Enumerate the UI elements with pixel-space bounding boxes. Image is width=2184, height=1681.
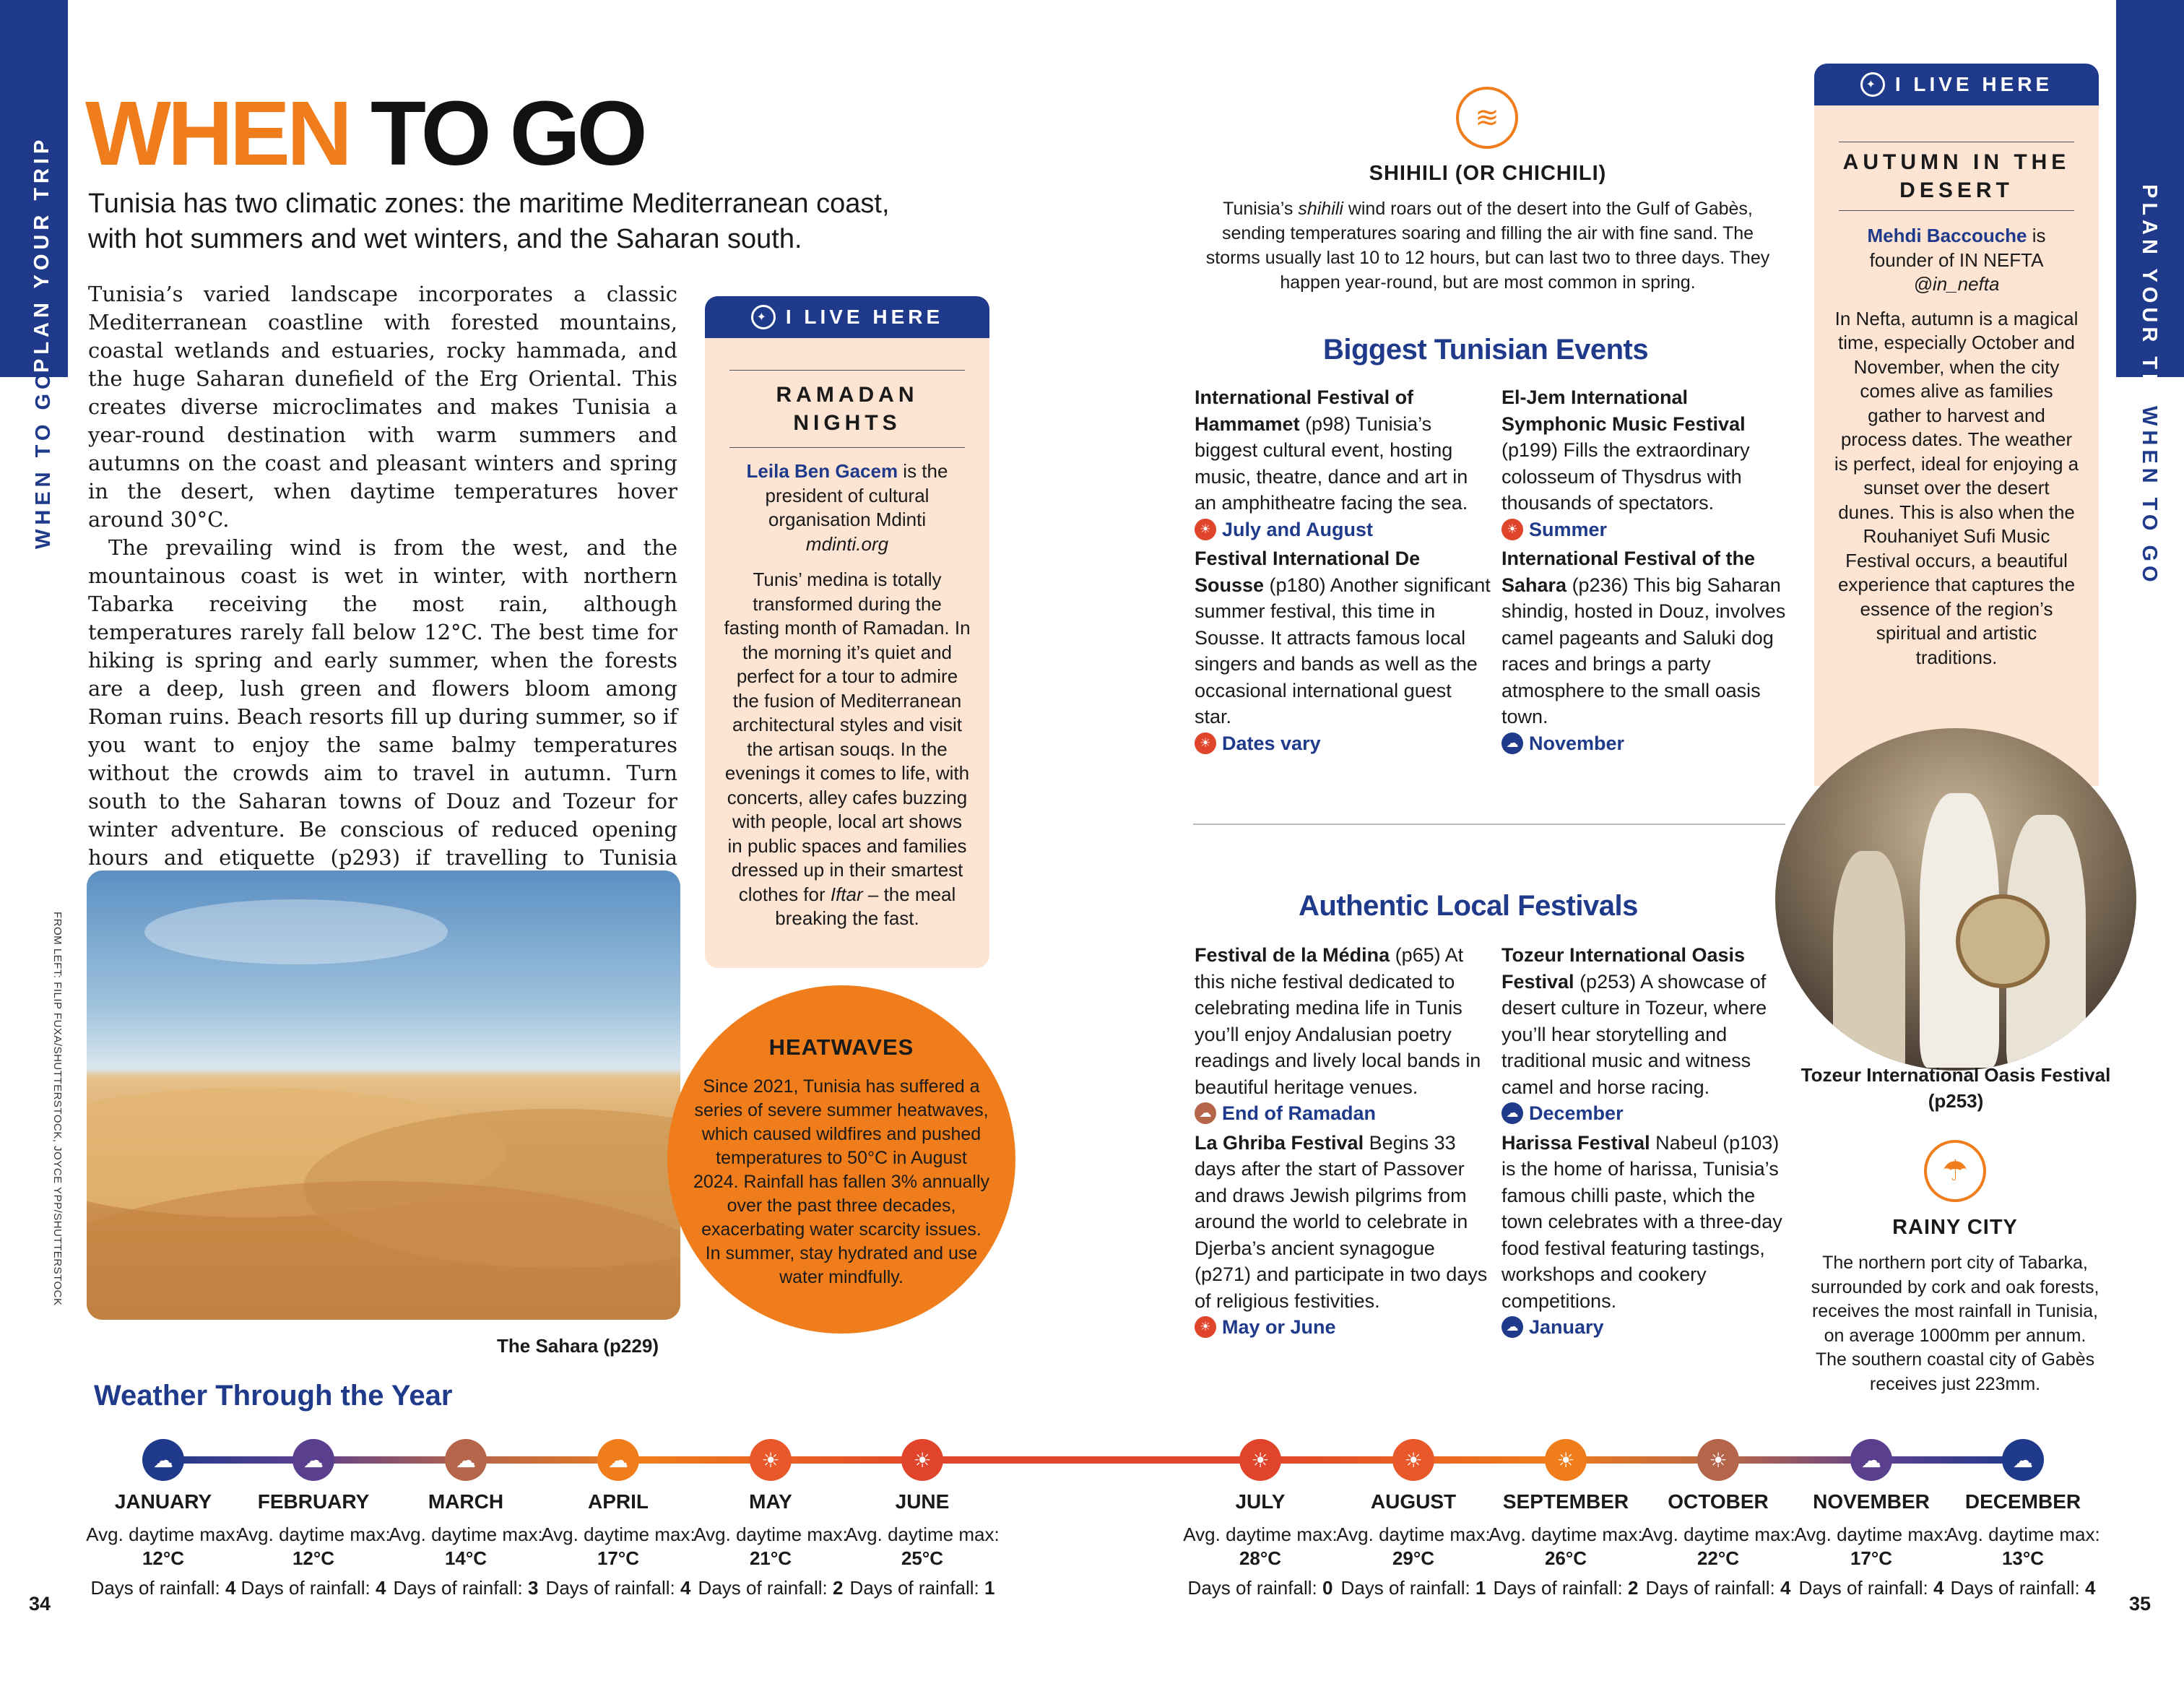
month-name: FEBRUARY — [257, 1490, 370, 1513]
side-label-plan-your-trip-left: PLAN YOUR TRIP — [30, 135, 53, 373]
rain-value: 4 — [225, 1577, 236, 1599]
temp-value: 13°C — [2001, 1547, 2045, 1569]
event-when — [1502, 730, 1798, 757]
month-weather-icon: ☀ — [1392, 1439, 1434, 1481]
rain-label: Days of rainfall: — [240, 1577, 370, 1599]
event-item — [1195, 384, 1491, 543]
rain-value: 4 — [1933, 1577, 1944, 1599]
temp-value: 12°C — [142, 1547, 185, 1569]
body-paragraph-2: The prevailing wind is from the west, and the mountainous coast is wet in winter, with northern Tabarka receiving the most rain, although temperatures rarely fall below 12°C. The best time for hiking is spring and early summer, when the forests are a deep, lush green and flowers bloom among Roman ruins. Beach resorts fill up during summer, so if you want to enjoy the same balmy temperatures without the crowds aim to travel in autumn. Turn south to the Saharan towns of Douz and Tozeur for winter adventure. Be conscious of reduced opening hours and etiquette (p293) if travelling to Tunisia — [88, 535, 677, 870]
temp-value: 22°C — [1696, 1547, 1740, 1569]
event-name: Festival International De Sousse — [1195, 548, 1421, 596]
rain-label: Days of rainfall: — [849, 1577, 979, 1599]
weather-heading: Weather Through the Year — [94, 1380, 453, 1412]
temp-value: 17°C — [1850, 1547, 1893, 1569]
sun-icon: ☀ — [1195, 1316, 1216, 1338]
month-stats — [386, 1523, 545, 1600]
page-number-left: 34 — [29, 1593, 51, 1615]
temp-value: 29°C — [1392, 1547, 1435, 1569]
month-stats — [843, 1523, 1002, 1600]
temp-label: Avg. daytime max: — [236, 1524, 391, 1545]
month-name: JANUARY — [114, 1490, 212, 1513]
month-name: AUGUST — [1370, 1490, 1457, 1513]
festival-name: Harissa Festival — [1502, 1131, 1650, 1154]
live-here-header — [1814, 64, 2099, 105]
rain-value: 4 — [680, 1577, 691, 1599]
festival-when — [1502, 1314, 1798, 1341]
cloud-icon: ☁ — [1502, 733, 1523, 754]
timeline-line-second-half — [1262, 1456, 2022, 1464]
live-here-title — [1839, 142, 2074, 211]
temp-value: 25°C — [901, 1547, 944, 1569]
heatwaves-title: HEATWAVES — [768, 1034, 914, 1060]
month-name: MARCH — [428, 1490, 504, 1513]
rain-cloud-icon: ☂ — [1924, 1140, 1986, 1202]
festival-name: Tozeur International Oasis Festival — [1502, 944, 1746, 993]
month-weather-icon: ☁ — [1850, 1439, 1892, 1481]
temp-label: Avg. daytime max: — [1336, 1524, 1491, 1545]
live-here-header — [705, 296, 989, 338]
event-when-label: Dates vary — [1222, 732, 1321, 754]
event-item — [1502, 384, 1798, 543]
temp-label: Avg. daytime max: — [1794, 1524, 1949, 1545]
rain-value: 4 — [375, 1577, 386, 1599]
month-stats — [1944, 1523, 2102, 1600]
event-when — [1195, 517, 1491, 543]
month-weather-icon: ☁ — [292, 1439, 334, 1481]
month-stats — [1792, 1523, 1951, 1600]
timeline-line-gap — [939, 1456, 1264, 1464]
temp-value: 26°C — [1544, 1547, 1587, 1569]
live-title-line-2: NIGHTS — [793, 411, 901, 435]
month-weather-icon: ☁ — [2002, 1439, 2044, 1481]
rain-label: Days of rainfall: — [1187, 1577, 1317, 1599]
month-weather-icon: ☁ — [142, 1439, 184, 1481]
month-weather-icon: ☀ — [901, 1439, 943, 1481]
month-stats — [1334, 1523, 1493, 1600]
event-name: International Festival of Hammamet — [1195, 386, 1414, 435]
shihili-text-b: wind roars out of the desert into the Gulf of Gabès, sending temperatures soaring and filling the air with fine sand. The storms usually last 10 to 12 hours, but can last two to three days. They happen year-round, but are most common in spring. — [1205, 199, 1770, 293]
temp-value: 12°C — [292, 1547, 335, 1569]
rainy-city-title: RAINY CITY — [1892, 1216, 2018, 1239]
cloud-icon: ☁ — [1195, 1102, 1216, 1124]
festival-name: Festival de la Médina — [1195, 944, 1390, 966]
live-title-line-2: DESERT — [1899, 178, 2014, 202]
festival-when-label: End of Ramadan — [1222, 1102, 1377, 1124]
festival-photo — [1775, 728, 2136, 1071]
contributor-role: is the president of cultural organisation Mdinti — [765, 460, 948, 530]
month-stats — [1486, 1523, 1645, 1600]
festival-item — [1502, 942, 1798, 1127]
month-weather-icon: ☀ — [1239, 1439, 1281, 1481]
month-name: OCTOBER — [1668, 1490, 1769, 1513]
event-when-label: November — [1529, 732, 1625, 754]
shihili-title: SHIHILI (OR CHICHILI) — [1369, 162, 1607, 185]
month-name: NOVEMBER — [1813, 1490, 1930, 1513]
dune-shape — [87, 1181, 680, 1320]
month-stats — [691, 1523, 850, 1600]
performer-shape — [1833, 851, 1905, 1071]
month-stats — [539, 1523, 698, 1600]
month-weather-icon: ☀ — [1545, 1439, 1587, 1481]
event-item — [1502, 545, 1798, 756]
heatwaves-text: Since 2021, Tunisia has suffered a series of severe summer heatwaves, which caused wildfires and pushed temperatures to 50°C in August 2024. Rainfall has fallen 3% annually over the past three decades, exacerbating water scarcity issues. In summer, stay hydrated and use water mindfully. — [693, 1076, 989, 1287]
events-heading: Biggest Tunisian Events — [1323, 334, 1649, 366]
live-here-label: I LIVE HERE — [785, 306, 944, 328]
temp-value: 21°C — [749, 1547, 792, 1569]
festival-item — [1502, 1130, 1798, 1341]
festival-desc: Nabeul (p103) is the home of harissa, Tunisia’s famous chilli paste, which the town celebrates with a three-day food festival featuring tastings, workshops and cookery competitions. — [1502, 1131, 1782, 1312]
body-text — [88, 280, 677, 900]
month-stats — [84, 1523, 243, 1600]
temp-label: Avg. daytime max: — [1488, 1524, 1643, 1545]
rain-label: Days of rainfall: — [698, 1577, 828, 1599]
contributor-handle: @in_nefta — [1913, 273, 2000, 295]
sun-icon: ☀ — [1195, 733, 1216, 754]
shihili-text-a: Tunisia’s — [1223, 199, 1299, 219]
festival-when — [1195, 1314, 1491, 1341]
festival-desc: Begins 33 days after the start of Passover and draws Jewish pilgrims from around the world to celebrate in Djerba’s ancient synagogue (p271) and participate in two days of religious festivities. — [1195, 1131, 1488, 1312]
festivals-column-right — [1502, 942, 1798, 1341]
event-when-label: Summer — [1529, 518, 1608, 540]
live-title-line-1: AUTUMN IN THE — [1842, 150, 2071, 174]
intro-text: Tunisia has two climatic zones: the maritime Mediterranean coast, with hot summers and wet winters, and the Saharan south. — [88, 189, 890, 254]
rain-value: 1 — [1475, 1577, 1486, 1599]
rain-value: 2 — [832, 1577, 844, 1599]
month-stats — [234, 1523, 393, 1600]
sahara-photo — [87, 870, 680, 1320]
rain-label: Days of rainfall: — [1340, 1577, 1470, 1599]
event-when-label: July and August — [1222, 518, 1374, 540]
cloud-icon: ☁ — [1502, 1316, 1523, 1338]
rain-label: Days of rainfall: — [393, 1577, 523, 1599]
contributor-role: is founder of IN NEFTA — [1869, 225, 2046, 271]
heatwaves-circle — [667, 985, 1015, 1334]
events-column-left — [1195, 384, 1491, 756]
live-here-label: I LIVE HERE — [1894, 73, 2053, 95]
live-here-title — [729, 370, 965, 448]
temp-label: Avg. daytime max: — [1641, 1524, 1795, 1545]
festival-when-label: May or June — [1222, 1316, 1336, 1338]
drum-shape — [1956, 894, 2050, 988]
rain-label: Days of rainfall: — [1645, 1577, 1775, 1599]
event-desc: (p236) This big Saharan shindig, hosted in Douz, involves camel pageants and Saluki dog races and brings a party atmosphere to the small oasis town. — [1502, 574, 1786, 727]
live-text-italic: Iftar — [830, 883, 863, 905]
event-when — [1502, 517, 1798, 543]
festival-name: La Ghriba Festival — [1195, 1131, 1364, 1154]
festival-when — [1195, 1100, 1491, 1127]
rain-label: Days of rainfall: — [1493, 1577, 1623, 1599]
title-to-go: TO GO — [370, 82, 644, 184]
wind-icon: ≋ — [1456, 87, 1518, 149]
event-name: El-Jem International Symphonic Music Festival — [1502, 386, 1746, 435]
event-desc: (p180) Another significant summer festival, this time in Sousse. It attracts famous local singers and bands as well as the occasional international guest star. — [1195, 574, 1491, 727]
temp-label: Avg. daytime max: — [1946, 1524, 2100, 1545]
sahara-caption: The Sahara (p229) — [497, 1335, 659, 1357]
month-name: SEPTEMBER — [1502, 1490, 1629, 1513]
live-text-b: – the meal breaking the fast. — [775, 883, 956, 929]
live-here-intro — [1814, 224, 2099, 297]
page-title — [85, 82, 644, 184]
rain-label: Days of rainfall: — [545, 1577, 675, 1599]
side-label-plan-your-trip-right: PLAN YOUR TRIP — [2138, 184, 2161, 422]
month-stats — [1181, 1523, 1340, 1600]
temp-label: Avg. daytime max: — [693, 1524, 848, 1545]
temp-label: Avg. daytime max: — [389, 1524, 543, 1545]
timeline-line-first-half — [163, 1456, 940, 1464]
festival-desc: (p253) A showcase of desert culture in Tozeur, where you’ll hear storytelling and traditional music and witness camel and horse racing. — [1502, 970, 1767, 1098]
month-name: DECEMBER — [1964, 1490, 2081, 1513]
live-here-text: In Nefta, autumn is a magical time, especially October and November, when the city comes alive as families gather to harvest and process dates. The weather is perfect, ideal for enjoying a sunset over the desert dunes. This is also when the Rouhaniyet Sufi Music Festival occurs, a beautiful experience that captures the essence of the region’s spiritual and artistic traditions. — [1834, 307, 2079, 668]
live-here-intro — [705, 459, 989, 556]
rain-value: 4 — [2084, 1577, 2096, 1599]
festival-when-label: December — [1529, 1102, 1624, 1124]
temp-label: Avg. daytime max: — [1183, 1524, 1338, 1545]
rain-label: Days of rainfall: — [1950, 1577, 2080, 1599]
rainy-city-text: The northern port city of Tabarka, surrounded by cork and oak forests, receives the most rainfall in Tunisia, on average 1000mm per annum. The southern coastal city of Gabès receives just 223mm. — [1811, 1253, 2100, 1394]
festivals-heading: Authentic Local Festivals — [1299, 890, 1638, 922]
festival-desc: (p65) At this niche festival dedicated to celebrating medina life in Tunis you’ll enjoy Andalusian poetry readings and lively local bands in beautiful heritage venues. — [1195, 944, 1481, 1098]
month-weather-icon: ☁ — [597, 1439, 639, 1481]
festival-when-label: January — [1529, 1316, 1604, 1338]
rain-label: Days of rainfall: — [1798, 1577, 1928, 1599]
temp-label: Avg. daytime max: — [86, 1524, 240, 1545]
rain-value: 0 — [1322, 1577, 1333, 1599]
map-pin-icon: ✦ — [1860, 72, 1885, 97]
page-number-right: 35 — [2129, 1593, 2152, 1615]
temp-label: Avg. daytime max: — [541, 1524, 696, 1545]
live-here-text — [705, 568, 989, 931]
month-stats — [1639, 1523, 1798, 1600]
section-divider — [1193, 824, 1785, 825]
event-when — [1195, 730, 1491, 757]
sun-icon: ☀ — [1502, 519, 1523, 540]
month-name: APRIL — [588, 1490, 649, 1513]
rain-value: 3 — [527, 1577, 539, 1599]
cloud-icon: ☁ — [1502, 1102, 1523, 1124]
map-pin-icon: ✦ — [751, 305, 776, 329]
shihili-text-italic: shihili — [1298, 199, 1343, 219]
rain-value: 2 — [1627, 1577, 1639, 1599]
live-title-line-1: RAMADAN — [776, 383, 919, 407]
rain-label: Days of rainfall: — [90, 1577, 220, 1599]
month-weather-icon: ☀ — [750, 1439, 792, 1481]
sun-icon: ☀ — [1195, 519, 1216, 540]
month-weather-icon: ☁ — [445, 1439, 487, 1481]
side-label-when-to-go-left: WHEN TO GO — [32, 368, 55, 549]
festival-item — [1195, 1130, 1491, 1341]
festival-photo-caption: Tozeur International Oasis Festival (p253) — [1800, 1064, 2111, 1112]
events-column-right — [1502, 384, 1798, 756]
body-paragraph-1: Tunisia’s varied landscape incorporates a classic Mediterranean coastline with forested mountains, coastal wetlands and estuaries, rocky hammada, and the huge Saharan dunefield of the Erg Oriental. This creates diverse microclimates and makes Tunisia a year-round destination with warm summers and autumns on the coast and pleasant winters and spring in the desert, when daytime temperatures hover around 30°C. — [88, 282, 677, 532]
contributor-name: Leila Ben Gacem — [746, 460, 898, 482]
live-here-box-autumn — [1814, 64, 2099, 786]
temp-value: 28°C — [1239, 1547, 1282, 1569]
photo-credit: FROM LEFT: FILIP FUXA/SHUTTERSTOCK, JOYCE YPP/SHUTTERSTOCK — [51, 912, 64, 1306]
title-when: WHEN — [85, 82, 349, 184]
festivals-column-left — [1195, 942, 1491, 1341]
live-text-a: Tunis’ medina is totally transformed during the fasting month of Ramadan. In the morning it’s quiet and perfect for a tour to admire the fusion of Mediterranean architectural styles and visit the artisan souqs. In the evenings it comes to life, with concerts, alley cafes buzzing with people, local art shows in public spaces and families dressed up in their smartest clothes for — [724, 569, 971, 905]
event-desc: (p199) Fills the extraordinary colosseum of Thysdrus with thousands of spectators. — [1502, 439, 1750, 514]
temp-label: Avg. daytime max: — [845, 1524, 1000, 1545]
festival-item — [1195, 942, 1491, 1127]
shihili-text — [1195, 196, 1781, 295]
temp-value: 14°C — [444, 1547, 488, 1569]
temp-value: 17°C — [597, 1547, 640, 1569]
event-item — [1195, 545, 1491, 756]
festival-when — [1502, 1100, 1798, 1127]
cloud-shape — [144, 899, 448, 964]
month-name: JULY — [1235, 1490, 1286, 1513]
rain-value: 1 — [984, 1577, 995, 1599]
event-desc: (p98) Tunisia’s biggest cultural event, hosting music, theatre, dance and art in an amphitheatre facing the sea. — [1195, 412, 1468, 514]
month-name: JUNE — [895, 1490, 950, 1513]
live-here-box-ramadan — [705, 296, 989, 968]
month-weather-icon: ☀ — [1697, 1439, 1739, 1481]
side-label-when-to-go-right: WHEN TO GO — [2138, 406, 2161, 587]
contributor-name: Mehdi Baccouche — [1867, 225, 2027, 246]
rain-value: 4 — [1780, 1577, 1791, 1599]
event-name: International Festival of the Sahara — [1502, 548, 1756, 596]
month-name: MAY — [749, 1490, 792, 1513]
contributor-site: mdinti.org — [805, 532, 889, 555]
